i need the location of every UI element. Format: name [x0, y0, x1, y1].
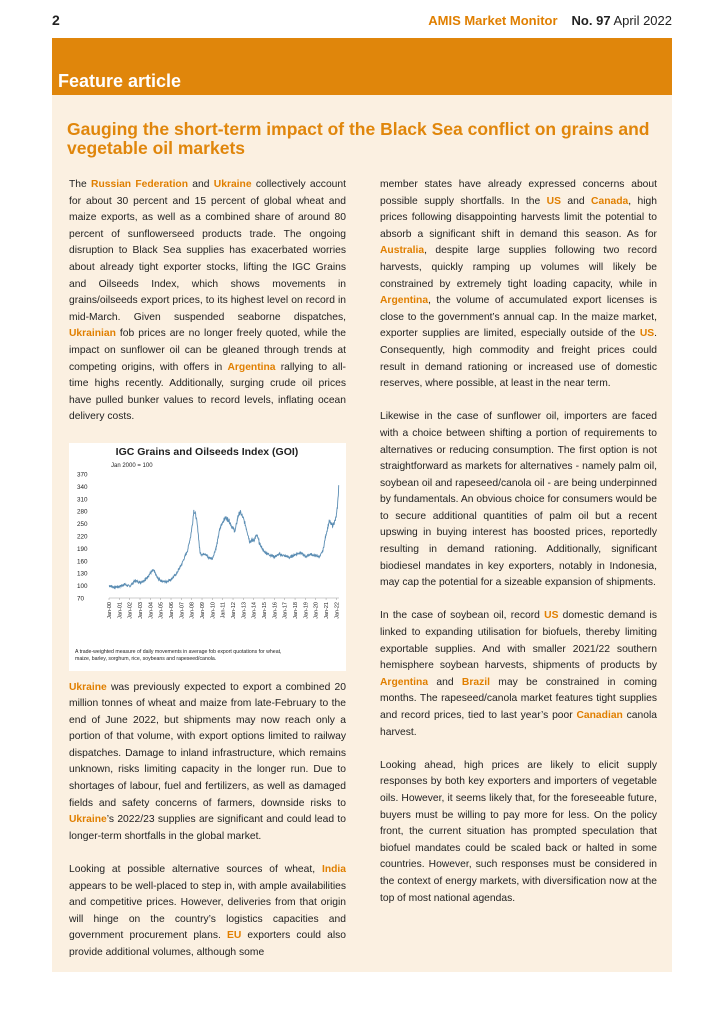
- x-tick-label: Jan-17: [282, 601, 289, 619]
- text-run: and: [428, 676, 462, 688]
- x-tick-label: Jan-06: [169, 601, 176, 619]
- highlighted-country: Ukraine: [69, 681, 107, 693]
- text-run: collectively account for about 30 percent and 15 percent of global wheat and maize exports, as well as a combined share of around 80 percent of sunflowerseed products trade. The ongoing disruption to Black Sea supplies has exacerbated worries about already tight exporter stocks, lifting the IGC Grains and Oilseeds Index, which shows movements in grains/oilseeds export prices, to its highest level on record in mid-March. Given suspended seaborne dispatches,: [69, 179, 346, 323]
- text-run: The: [69, 179, 92, 190]
- section-label: Feature article: [58, 71, 182, 91]
- paragraph: [380, 177, 657, 393]
- text-run: member states have already expressed concerns about possible supply shortfalls. In the: [380, 179, 657, 207]
- y-tick-label: 370: [77, 471, 88, 478]
- text-run: appears to be well-placed to step in, with ample availabilities and competitive prices. However, deliveries from that origin will hinge on the country’s logistics capacities and government procurement plans.: [69, 880, 346, 942]
- article-title: Gauging the short-term impact of the Black Sea conflict on grains and vegetable oil markets: [67, 119, 650, 158]
- x-tick-label: Jan-03: [138, 601, 145, 619]
- text-run: . Consequently, high commodity and freight prices could result in demand rationing or increased use of domestic reserves, where possible, at least in the near term.: [380, 328, 657, 390]
- publication-title: AMIS Market Monitor: [428, 13, 558, 28]
- paragraph: [69, 177, 346, 426]
- highlighted-country: Canadian: [576, 710, 623, 721]
- highlighted-country: EU: [226, 930, 242, 942]
- text-run: In the case of soybean oil, record: [380, 610, 545, 622]
- x-tick-label: Jan-08: [189, 601, 196, 619]
- x-tick-label: Jan-15: [262, 601, 269, 619]
- chart-note: [75, 649, 281, 662]
- text-run: and: [188, 179, 214, 190]
- x-tick-label: Jan-16: [272, 601, 279, 619]
- x-tick-label: Jan-05: [158, 601, 165, 619]
- text-run: ’s 2022/23 supplies are significant and could lead to longer-term shortfalls in the global market.: [69, 814, 346, 842]
- y-tick-label: 130: [77, 570, 88, 578]
- paragraph: [69, 862, 346, 962]
- issue-date: April 2022: [613, 13, 672, 28]
- y-tick-label: 250: [77, 520, 88, 528]
- text-run: canola harvest.: [380, 710, 657, 738]
- y-tick-label: 100: [77, 582, 88, 590]
- x-tick-label: Jan-01: [117, 601, 124, 619]
- chart-note-line: maize, barley, sorghum, rice, soybeans and rapeseed/canola.: [75, 655, 217, 662]
- text-run: , the volume of accumulated export licenses is close to the government’s annual cap. In the maize market, exporter supplies are limited, especially outside of the: [380, 295, 657, 340]
- text-run: and: [560, 195, 592, 207]
- x-tick-label: Jan-09: [200, 601, 207, 619]
- paragraph: [69, 680, 346, 846]
- igc-goi-chart: [69, 443, 346, 671]
- y-tick-label: 280: [77, 508, 88, 516]
- highlighted-country: India: [321, 864, 346, 876]
- section-banner: [52, 38, 672, 95]
- highlighted-country: Argentina: [227, 361, 276, 373]
- y-tick-label: 70: [77, 595, 85, 602]
- text-run: Looking at possible alternative sources of wheat,: [69, 864, 322, 876]
- text-run: was previously expected to export a combined 20 million tonnes of wheat and maize from late-February to the end of June 2022, but shipments may now reach only a portion of that volume, with export options limited to railway dispatches. Damage to inland infrastructure, which remains unknown, risks limiting capacity in the longer run. Due to shortages of labour, fuel and fertilizers, as well as damaged fields and safety concerns of farmers, downside risks to: [69, 681, 346, 809]
- x-tick-label: Jan-11: [220, 601, 227, 618]
- highlighted-country: US: [544, 610, 559, 622]
- y-tick-label: 310: [77, 495, 88, 503]
- paragraph: [380, 758, 657, 907]
- x-tick-label: Jan-02: [127, 601, 134, 619]
- x-tick-label: Jan-19: [303, 601, 310, 619]
- highlighted-country: Australia: [380, 245, 425, 257]
- text-run: domestic demand is linked to expanding utilisation for biofuels, thereby limiting exportable supplies. And with smaller 2021/22 southern hemisphere soybean harvests, shipments of products by: [380, 610, 657, 672]
- x-tick-label: Jan-04: [148, 601, 155, 619]
- publication-info: [428, 13, 672, 28]
- highlighted-country: US: [639, 328, 655, 340]
- x-tick-label: Jan-12: [231, 601, 238, 619]
- text-run: Looking ahead, high prices are likely to elicit supply responses by both key exporters and importers of vegetable oils. However, it seems likely that, for the foreseeable future, buyers must be willing to pay more for less. On the policy front, the current situation has prompted speculation that biofuel mandates could be scaled back or halted in some countries. However, such responses must be considered in the context of energy markets, with diversification now at the top of most national agendas.: [380, 759, 657, 904]
- paragraph: [380, 608, 657, 741]
- highlighted-country: Ukraine: [213, 179, 252, 190]
- text-run: Likewise in the case of sunflower oil, importers are faced with a choice between shifting a portion of requirements to alternatives or reducing consumption. The first option is not straightforward as markets for alternatives - namely palm oil, soybean oil and rapeseed/canola oil - are being underpinned by fundamentals. An obvious choice for consumers would be to secure additional quantities of palm oil but a recent upswing in buying interest has boosted prices, reportedly resulting in demand rationing. Additionally, significant biodiesel mandates in key exporters, notably in Indonesia, may cap the potential for a sizeable expansion of shipments.: [380, 411, 657, 589]
- highlighted-country: Ukraine: [69, 814, 107, 826]
- left-column: [69, 177, 346, 978]
- highlighted-country: Ukrainian: [69, 328, 116, 340]
- x-tick-label: Jan-07: [179, 601, 186, 619]
- x-tick-label: Jan-13: [241, 601, 248, 619]
- x-tick-label: Jan-00: [107, 601, 113, 619]
- y-tick-label: 220: [77, 533, 88, 540]
- y-tick-label: 190: [77, 545, 88, 553]
- issue-number: No. 97: [571, 13, 611, 28]
- highlighted-country: US: [546, 195, 561, 207]
- text-run: may be constrained in coming months. The rapeseed/canola market features tight supplies and record prices, tied to last year’s poor: [380, 676, 657, 721]
- x-tick-label: Jan-18: [293, 601, 300, 619]
- y-tick-label: 340: [77, 483, 88, 491]
- x-tick-label: Jan-21: [324, 601, 331, 619]
- text-run: , despite large supplies following two record harvests, quickly ramping up volumes will likely be constrained by extremely tight loading capacity, while in: [380, 245, 657, 290]
- x-tick-label: Jan-20: [313, 601, 320, 619]
- page-number: 2: [52, 12, 60, 28]
- article-panel: [52, 95, 672, 972]
- text-run: fob prices are no longer freely quoted, while the impact on sunflower oil can be gleaned through trends at competing origins, with offers in: [69, 328, 346, 373]
- chart-note-line: A trade-weighted measure of daily movements in average fob export quotations for wheat,: [75, 648, 282, 655]
- highlighted-country: Argentina: [380, 676, 429, 688]
- y-tick-label: 160: [77, 557, 88, 565]
- highlighted-country: Argentina: [380, 295, 429, 307]
- chart-svg: [69, 443, 346, 671]
- paragraph: [380, 409, 657, 592]
- text-run: exporters could also provide additional volumes, although some: [69, 930, 346, 958]
- highlighted-country: Brazil: [461, 676, 490, 688]
- text-run: rallying to all-time highs recently. Additionally, surging crude oil prices have pulled bunker values to record levels, inflating ocean delivery costs.: [69, 361, 346, 423]
- x-tick-label: Jan-14: [251, 601, 258, 619]
- x-tick-label: Jan-22: [334, 601, 341, 619]
- right-column: [380, 177, 657, 924]
- chart-title: IGC Grains and Oilseeds Index (GOI): [115, 445, 299, 458]
- chart-subtitle: Jan 2000 = 100: [111, 462, 153, 469]
- x-tick-label: Jan-10: [210, 601, 217, 619]
- text-run: , high prices following disappointing harvests limit the potential to absorb a significant shift in demand this season. As for: [380, 195, 657, 240]
- goi-series-line: [109, 485, 339, 588]
- highlighted-country: Russian Federation: [91, 179, 189, 190]
- highlighted-country: Canada: [591, 195, 629, 207]
- page-header: [0, 0, 724, 38]
